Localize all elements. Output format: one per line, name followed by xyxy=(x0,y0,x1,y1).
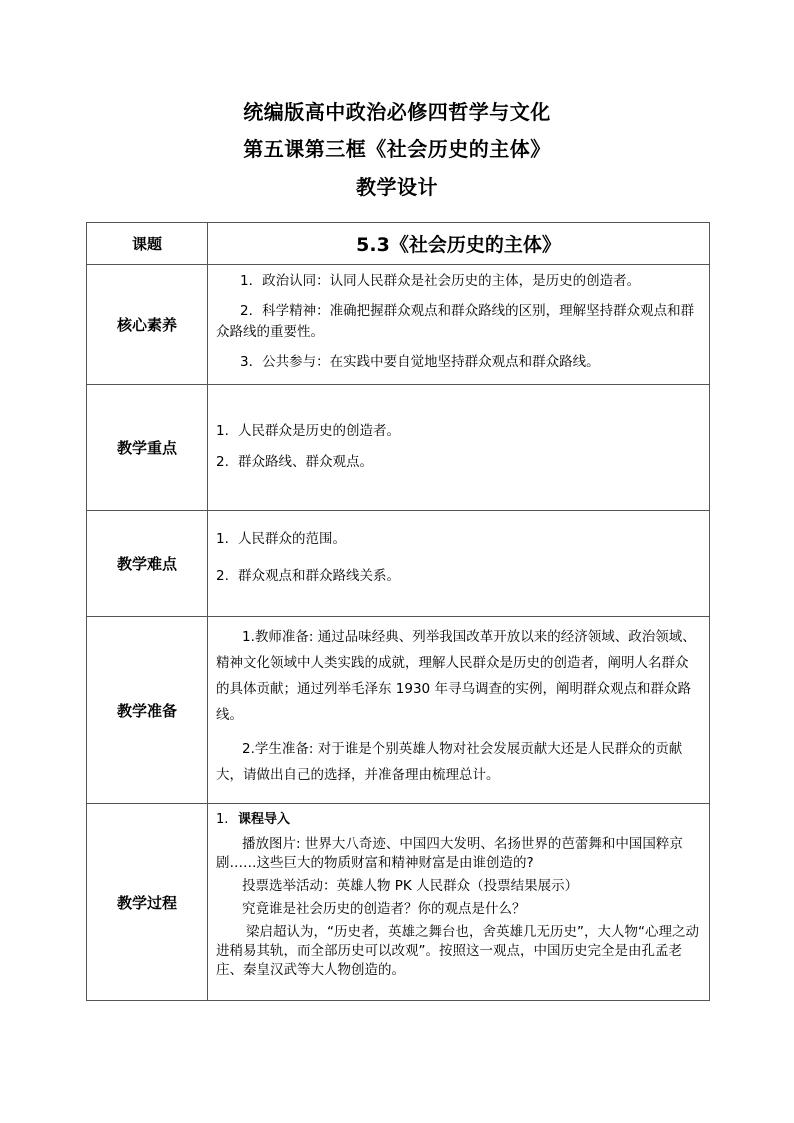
process-heading-number: 1. xyxy=(216,812,229,827)
table-row-preparation xyxy=(87,617,710,804)
core-literacy-item: 3．公共参与：在实践中要自觉地坚持群众观点和群众路线。 xyxy=(240,354,600,370)
process-paragraph: 究竟谁是社会历史的创造者？你的观点是什么？ xyxy=(242,901,526,917)
difficulty-number: 1. xyxy=(216,531,229,547)
document-title: 统编版高中政治必修四哲学与文化 xyxy=(243,100,551,124)
difficulty-text: 人民群众的范围。 xyxy=(238,531,346,547)
student-preparation: 2.学生准备: 对于谁是个别英雄人物对社会发展贡献大还是人民群众的贡献大，请做出自己的选择，并准备理由梳理总计。 xyxy=(216,741,683,783)
process-paragraph: 播放图片: 世界大八奇迹、中国四大发明、名扬世界的芭蕾舞和中国国粹京剧……这些巨大的物质财富和精神财富是由谁创造的? xyxy=(216,836,683,871)
process-label: 教学过程 xyxy=(87,804,208,1001)
design-title: 教学设计 xyxy=(356,175,438,199)
document-title-block xyxy=(0,102,794,197)
core-literacy-label: 核心素养 xyxy=(87,265,208,385)
process-paragraph: 投票选举活动：英雄人物 PK 人民群众（投票结果展示） xyxy=(242,878,579,894)
topic-value: 5.3《社会历史的主体》 xyxy=(208,223,710,265)
table-row-difficulties xyxy=(87,511,710,617)
key-point-number: 2. xyxy=(216,454,229,470)
key-points-label: 教学重点 xyxy=(87,385,208,511)
key-point-text: 群众路线、群众观点。 xyxy=(238,454,373,470)
core-literacy-item: 1．政治认同：认同人民群众是社会历史的主体，是历史的创造者。 xyxy=(240,273,641,289)
table-row-topic xyxy=(87,223,710,265)
teacher-preparation: 1.教师准备: 通过品味经典、列举我国改革开放以来的经济领域、政治领域、精神文化领域中人类实践的成就，理解人民群众是历史的创造者，阐明人名群众的具体贡献；通过列举毛泽东 1930 年寻乌调查的实例，阐明群众观点和群众路线。 xyxy=(216,629,696,723)
key-point-item xyxy=(216,421,701,441)
table-row-key-points xyxy=(87,385,710,511)
difficulties-label: 教学难点 xyxy=(87,511,208,617)
difficulty-item xyxy=(216,529,701,549)
difficulty-item xyxy=(216,566,701,586)
difficulty-text: 群众观点和群众路线关系。 xyxy=(238,568,400,584)
key-points-cell xyxy=(208,385,710,511)
key-point-item xyxy=(216,452,701,472)
topic-label: 课题 xyxy=(87,223,208,265)
table-row-process xyxy=(87,804,710,1001)
difficulty-number: 2. xyxy=(216,568,229,584)
difficulties-cell xyxy=(208,511,710,617)
lesson-title: 第五课第三框《社会历史的主体》 xyxy=(243,137,551,161)
process-cell xyxy=(208,804,710,1001)
core-literacy-cell xyxy=(208,265,710,385)
preparation-label: 教学准备 xyxy=(87,617,208,804)
table-row-core-literacy xyxy=(87,265,710,385)
process-paragraph: 梁启超认为，“历史者，英雄之舞台也，舍英雄几无历史”，大人物“心理之动进稍易其轨，而全部历史可以改观”。按照这一观点，中国历史完全是由孔孟老庄、秦皇汉武等大人物创造的。 xyxy=(216,924,699,978)
preparation-cell xyxy=(208,617,710,804)
key-point-text: 人民群众是历史的创造者。 xyxy=(238,423,400,439)
lesson-plan-table xyxy=(86,222,710,1001)
key-point-number: 1. xyxy=(216,423,229,439)
core-literacy-item: 2．科学精神：准确把握群众观点和群众路线的区别，理解坚持群众观点和群众路线的重要性。 xyxy=(216,303,695,340)
process-heading xyxy=(216,810,701,829)
process-heading-text: 课程导入 xyxy=(238,812,291,827)
